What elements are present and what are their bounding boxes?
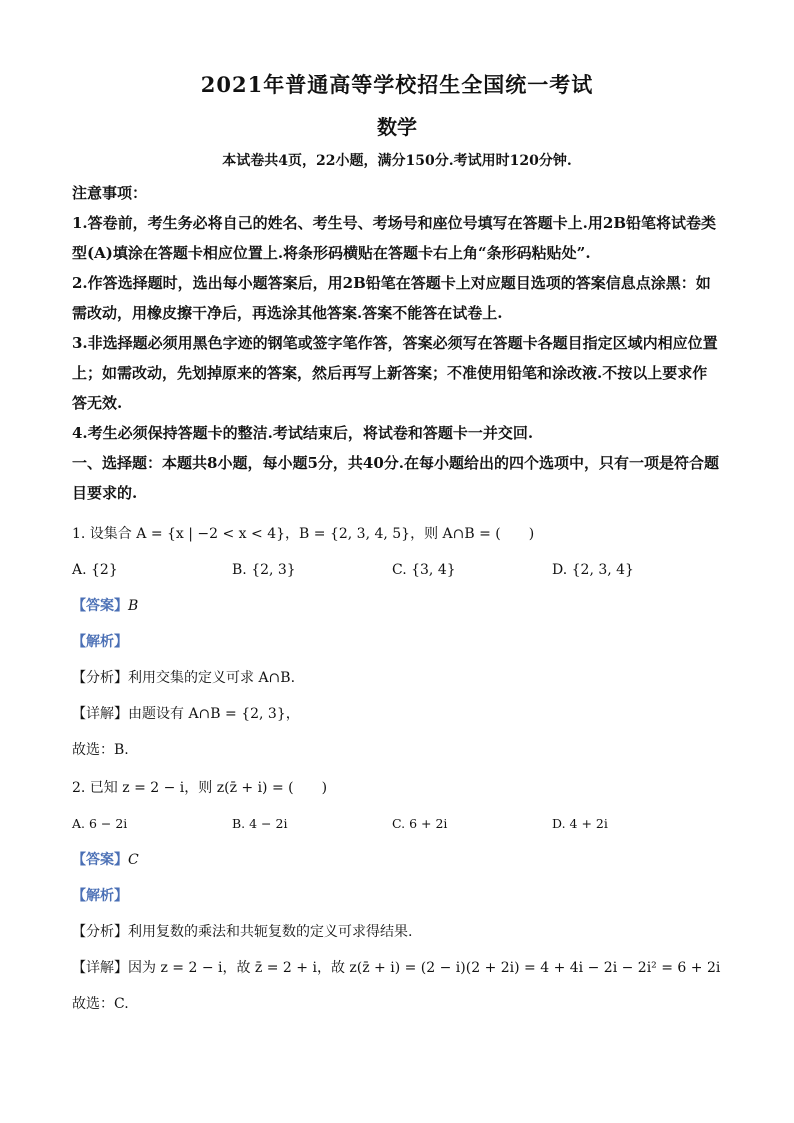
option-b: B. 4 − 2i — [232, 816, 288, 831]
answer-tag: 【答案】 — [72, 852, 128, 868]
answer-tag: 【答案】 — [72, 598, 128, 614]
option-b: B. {2, 3} — [232, 562, 296, 578]
answer-line — [72, 594, 722, 618]
option-a: A. {2} — [72, 562, 118, 578]
question-stem: 1. 设集合 A = {x | −2 < x < 4}，B = {2, 3, 4, 5}，则 A∩B = ( ) — [72, 526, 535, 542]
note-item-3: 3.非选择题必须用黑色字迹的钢笔或签字笔作答，答案必须写在答题卡各题目指定区域内相应位置上；如需改动，先划掉原来的答案，然后再写上新答案；不准使用铅笔和涂改液.不按以上要求作答无效. — [72, 334, 718, 412]
option-d: D. 4 + 2i — [552, 816, 608, 831]
option-a: A. 6 − 2i — [72, 816, 128, 831]
fenxi-text: 利用复数的乘法和共轭复数的定义可求得结果. — [128, 924, 413, 940]
answer-value: C — [128, 852, 139, 868]
exam-title: 2021年普通高等学校招生全国统一考试 — [200, 72, 594, 97]
question-stem: 2. 已知 z = 2 − i，则 z(z̄ + i) = ( ) — [72, 780, 328, 796]
option-c: C. {3, 4} — [392, 562, 456, 578]
fenxi-line — [72, 920, 722, 944]
fenxi-tag: 【分析】 — [72, 670, 128, 686]
conclusion-line: 故选：B. — [72, 742, 129, 758]
exam-info: 本试卷共4页，22小题，满分150分.考试用时120分钟. — [222, 153, 572, 169]
analysis-line — [72, 884, 722, 908]
detail-line — [72, 956, 722, 980]
detail-line — [72, 702, 722, 726]
question-2 — [72, 776, 722, 1016]
option-c: C. 6 + 2i — [392, 816, 448, 831]
detail-tag: 【详解】 — [72, 960, 128, 976]
question-1 — [72, 522, 722, 762]
detail-tag: 【详解】 — [72, 706, 128, 722]
analysis-line — [72, 630, 722, 654]
detail-text: 因为 z = 2 − i，故 z̄ = 2 + i，故 z(z̄ + i) = (2 − i)(2 + 2i) = 4 + 4i − 2i − 2i² = 6 + 2i — [128, 960, 721, 976]
conclusion-line: 故选：C. — [72, 996, 129, 1012]
notes-title: 注意事项： — [72, 184, 148, 202]
answer-value: B — [128, 598, 139, 614]
note-item-1: 1.答卷前，考生务必将自己的姓名、考生号、考场号和座位号填写在答题卡上.用2B铅笔将试卷类型(A)填涂在答题卡相应位置上.将条形码横贴在答题卡右上角“条形码粘贴处”. — [72, 214, 717, 262]
fenxi-text: 利用交集的定义可求 A∩B. — [128, 670, 296, 686]
section-heading: 一、选择题：本题共8小题，每小题5分，共40分.在每小题给出的四个选项中，只有一项是符合题目要求的. — [72, 454, 719, 502]
detail-text: 由题设有 A∩B = {2, 3}， — [128, 706, 300, 722]
option-d: D. {2, 3, 4} — [552, 562, 634, 578]
fenxi-tag: 【分析】 — [72, 924, 128, 940]
analysis-tag: 【解析】 — [72, 634, 128, 650]
option-list — [72, 812, 722, 836]
analysis-tag: 【解析】 — [72, 888, 128, 904]
exam-subject: 数学 — [377, 115, 417, 139]
option-list — [72, 558, 722, 582]
answer-line — [72, 848, 722, 872]
note-item-4: 4.考生必须保持答题卡的整洁.考试结束后，将试卷和答题卡一并交回. — [72, 424, 534, 442]
fenxi-line — [72, 666, 722, 690]
note-item-2: 2.作答选择题时，选出每小题答案后，用2B铅笔在答题卡上对应题目选项的答案信息点涂黑：如需改动，用橡皮擦干净后，再选涂其他答案.答案不能答在试卷上. — [72, 274, 711, 322]
exam-page — [72, 70, 722, 1016]
